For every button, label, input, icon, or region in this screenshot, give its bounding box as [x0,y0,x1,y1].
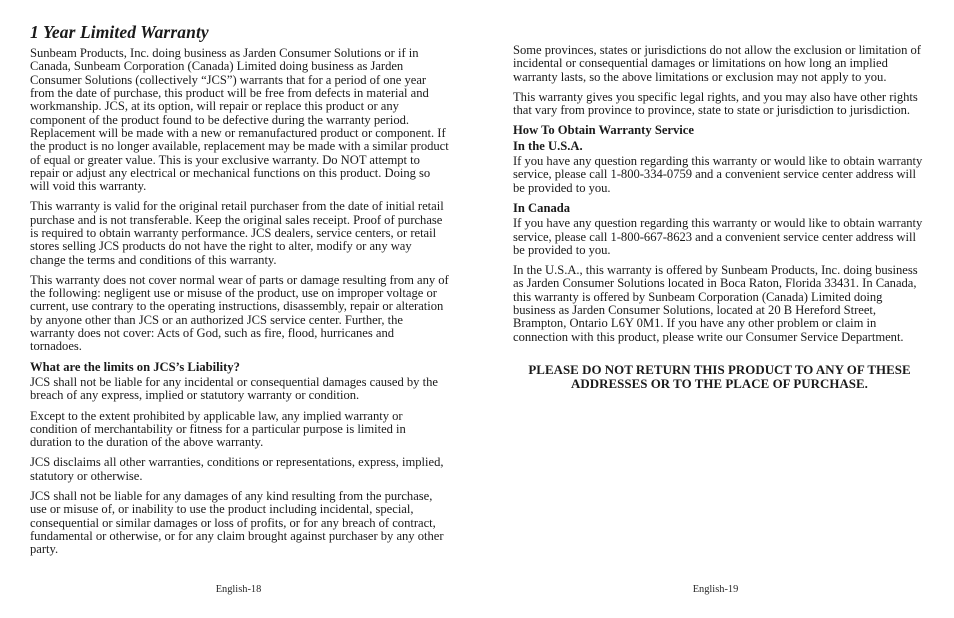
liability-heading: What are the limits on JCS’s Liability? [30,359,240,374]
liability-paragraph-4: JCS shall not be liable for any damages of any kind resulting from the purchase, use or misuse of, or inability to use the product including incidental, special, consequential or similar damages or loss of profits, or for any breach of contract, fundamental or otherwise, or for any claim brought against purchaser by any other party. [30,489,444,557]
usa-heading: In the U.S.A. [513,138,583,153]
page-folio-right: English-19 [692,584,739,595]
warranty-paragraph-2: This warranty is valid for the original retail purchaser from the date of initial retail purchase and is not transferable. Keep the original sales receipt. Proof of purchase is required to obtain warranty performance. JCS dealers, service centers, or retail stores selling JCS products do not have the right to alter, modify or any way change the terms and conditions of this warranty. [30,199,444,267]
liability-paragraph-3: JCS disclaims all other warranties, conditions or representations, express, implied, statutory or otherwise. [30,455,444,483]
usa-service-paragraph: If you have any question regarding this warranty or would like to obtain warranty service, please call 1-800-334-0759 and a convenient service center address will be provided to you. [513,154,923,195]
return-notice: PLEASE DO NOT RETURN THIS PRODUCT TO ANY OF THESE ADDRESSES OR TO THE PLACE OF PURCHASE. [528,362,911,392]
warranty-paragraph-3: This warranty does not cover normal wear of parts or damage resulting from any of the following: negligent use or misuse of the product, use on improper voltage or current, use contrary to the operating instructions, disassembly, repair or alteration by anyone other than JCS or an authorized JCS service center. Further, the warranty does not cover: Acts of God, such as fire, flood, hurricanes and tornadoes. [30,272,449,354]
liability-paragraph-2: Except to the extent prohibited by applicable law, any implied warranty or condition of merchantability or fitness for a particular purpose is limited in duration to the duration of the above warranty. [30,408,406,450]
canada-service-paragraph: If you have any question regarding this warranty or would like to obtain warranty service, please call 1-800-667-8623 and a convenient service center address will be provided to you. [513,216,923,257]
service-heading: How To Obtain Warranty Service [513,123,694,138]
page-title: 1 Year Limited Warranty [30,22,209,42]
page-english-19 [477,0,954,618]
warranty-paragraph-1: Sunbeam Products, Inc. doing business as Jarden Consumer Solutions or if in Canada, Sunbeam Corporation (Canada) Limited doing business as Jarden Consumer Solutions (collectively “JCS”) warrants that for a period of one year from the date of purchase, this product will be free from defects in material and workmanship. JCS, at its option, will repair or replace this product or any component of the product found to be defective during the warranty period. Replacement will be made with a new or remanufactured product or component. If the product is no longer available, replacement may be made with a similar product of equal or greater value. This is your exclusive warranty. Do NOT attempt to repair or adjust any electrical or mechanical functions on this product. Doing so will void this warranty. [30,46,449,194]
jurisdiction-paragraph-2: This warranty gives you specific legal rights, and you may also have other rights that vary from province to province, state to state or jurisdiction to jurisdiction. [513,89,918,118]
liability-paragraph-1: JCS shall not be liable for any incidental or consequential damages caused by the breach of any express, implied or statutory warranty or condition. [30,374,438,403]
company-address-paragraph: In the U.S.A., this warranty is offered by Sunbeam Products, Inc. doing business as Jarden Consumer Solutions located in Boca Raton, Florida 33431. In Canada, this warranty is offered by Sunbeam Corporation (Canada) Limited doing business as Jarden Consumer Solutions, located at 20 B Hereford Street, Brampton, Ontario L6Y 0M1. If you have any other problem or claim in connection with this product, please write our Consumer Service Department. [513,263,918,344]
canada-heading: In Canada [513,200,571,215]
page-folio-left: English-18 [215,584,262,595]
jurisdiction-paragraph-1: Some provinces, states or jurisdictions do not allow the exclusion or limitation of incidental or consequential damages or limitations on how long an implied warranty lasts, so the above limitations or exclusion may not apply to you. [513,43,921,84]
